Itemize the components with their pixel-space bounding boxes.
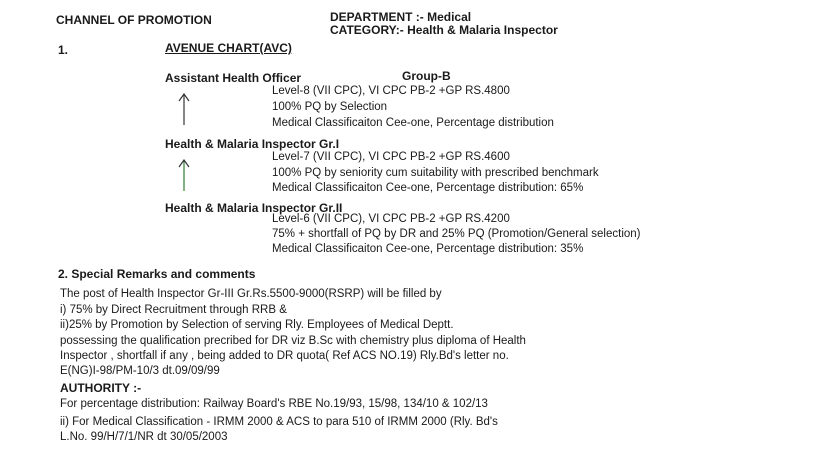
level1-pay: Level-8 (VII CPC), VI CPC PB-2 +GP RS.4800 (272, 85, 510, 97)
special-remarks-heading: 2. Special Remarks and comments (58, 267, 256, 281)
remarks-line: The post of Health Inspector Gr-III Gr.Rs.5500-9000(RSRP) will be filled by (60, 288, 442, 300)
level1-classification: Medical Classificaiton Cee-one, Percentage distribution (272, 117, 554, 129)
post-hmi-gr2: Health & Malaria Inspector Gr.II (165, 201, 343, 215)
section-number: 1. (58, 43, 69, 57)
authority-line: For percentage distribution: Railway Board's RBE No.19/93, 15/98, 134/10 & 102/13 (60, 398, 488, 410)
post-hmi-gr1: Health & Malaria Inspector Gr.I (165, 137, 340, 151)
authority-line: L.No. 99/H/7/1/NR dt 30/05/2003 (60, 431, 228, 443)
promotion-arrow-up-icon (177, 158, 191, 192)
group-label: Group-B (402, 69, 451, 83)
remarks-line: possessing the qualification precribed for DR viz B.Sc with chemistry plus diploma of Health (60, 335, 526, 347)
avenue-chart-title: AVENUE CHART(AVC) (165, 41, 292, 55)
remarks-line: E(NG)I-98/PM-10/3 dt.09/09/99 (60, 365, 220, 377)
promotion-arrow-up-icon (177, 92, 191, 126)
level2-mode: 100% PQ by seniority cum suitability with prescribed benchmark (272, 167, 599, 179)
department-label: DEPARTMENT :- Medical (330, 10, 472, 24)
remarks-line: i) 75% by Direct Recruitment through RRB & (60, 304, 287, 316)
level2-pay: Level-7 (VII CPC), VI CPC PB-2 +GP RS.4600 (272, 151, 510, 163)
level1-mode: 100% PQ by Selection (272, 101, 388, 113)
authority-heading: AUTHORITY :- (60, 381, 142, 395)
channel-heading: CHANNEL OF PROMOTION (56, 13, 212, 27)
remarks-line: Inspector , shortfall if any , being added to DR quota( Ref ACS NO.19) Rly.Bd's letter no. (60, 350, 509, 362)
authority-line: ii) For Medical Classification - IRMM 2000 & ACS to para 510 of IRMM 2000 (Rly. Bd's (60, 416, 498, 428)
remarks-line: ii)25% by Promotion by Selection of serving Rly. Employees of Medical Deptt. (60, 319, 454, 331)
level2-classification: Medical Classificaiton Cee-one, Percentage distribution: 65% (272, 182, 584, 194)
level3-pay: Level-6 (VII CPC), VI CPC PB-2 +GP RS.4200 (272, 213, 510, 225)
level3-mode: 75% + shortfall of PQ by DR and 25% PQ (Promotion/General selection) (272, 228, 641, 240)
post-assistant-health-officer: Assistant Health Officer (165, 71, 302, 85)
category-label: CATEGORY:- Health & Malaria Inspector (330, 23, 558, 37)
level3-classification: Medical Classificaiton Cee-one, Percentage distribution: 35% (272, 243, 584, 255)
